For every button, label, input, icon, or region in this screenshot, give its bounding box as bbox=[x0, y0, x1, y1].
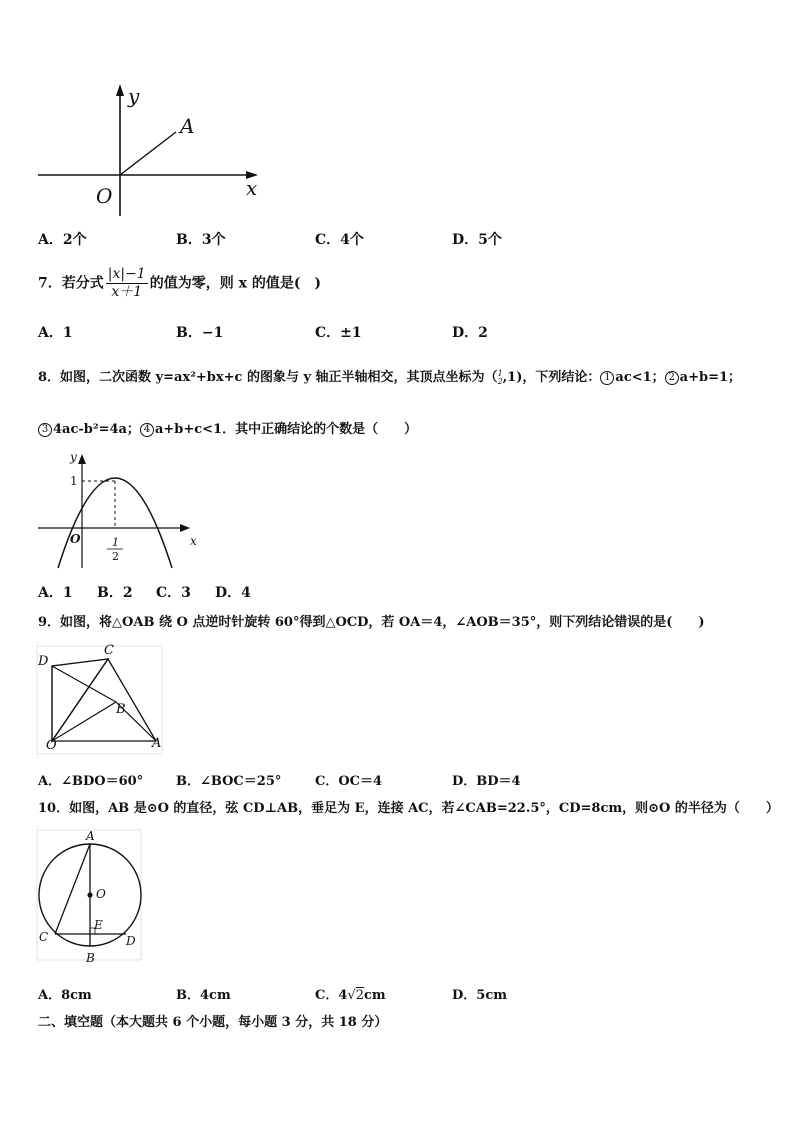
q7-suffix: 的值为零，则 x 的值是( ) bbox=[149, 275, 322, 292]
q8-option-b[interactable]: B．2 bbox=[97, 585, 133, 601]
q6-point-a-label: A bbox=[180, 114, 195, 138]
q8-option-a[interactable]: A．1 bbox=[38, 585, 73, 601]
q8-option-c[interactable]: C．3 bbox=[156, 585, 191, 601]
q7-option-d[interactable]: D．2 bbox=[452, 325, 488, 341]
q8-x-axis-label: x bbox=[190, 534, 197, 548]
q8-statement-1: ac<1； bbox=[615, 370, 665, 385]
q10-option-b[interactable]: B．4cm bbox=[176, 988, 231, 1003]
q6-origin-label: O bbox=[96, 184, 113, 208]
section-2-heading: 二、填空题（本大题共 6 个小题，每小题 3 分，共 18 分） bbox=[38, 1015, 388, 1030]
q9-option-c[interactable]: C．OC＝4 bbox=[315, 774, 383, 789]
q8-origin-label: O bbox=[70, 532, 81, 546]
q8-statement-3: 4ac-b²=4a； bbox=[53, 422, 140, 437]
q10-label-e: E bbox=[94, 918, 103, 932]
q9-option-b[interactable]: B．∠BOC＝25° bbox=[176, 774, 282, 789]
q8-circled-4: 4 bbox=[140, 423, 154, 437]
q10-option-c[interactable] bbox=[315, 984, 386, 1003]
q8-y-one-label: 1 bbox=[70, 474, 78, 488]
q8-half-den-label: 2 bbox=[112, 550, 119, 563]
q10-question: 10．如图，AB 是⊙O 的直径，弦 CD⊥AB，垂足为 E，连接 AC，若∠CAB=22.5°，CD=8cm，则⊙O 的半径为（ ） bbox=[38, 801, 779, 816]
q10-option-d[interactable]: D．5cm bbox=[452, 988, 507, 1003]
q8-circled-3: 3 bbox=[38, 423, 52, 437]
q8-line1-mid: ,1)，下列结论： bbox=[502, 370, 601, 385]
q6-option-b[interactable]: B．3个 bbox=[176, 232, 226, 248]
q9-option-a[interactable]: A．∠BDO＝60° bbox=[38, 774, 144, 789]
q7-numerator: |x|−1 bbox=[107, 266, 146, 282]
q7-option-c[interactable]: C．±1 bbox=[315, 325, 362, 341]
q10-label-o: O bbox=[96, 887, 106, 901]
q6-y-axis-label: y bbox=[128, 84, 140, 108]
q10-option-c-label: C．4 bbox=[315, 988, 348, 1003]
q10-option-c-unit: cm bbox=[363, 988, 386, 1003]
q8-y-axis-label: y bbox=[70, 450, 77, 464]
q10-label-c: C bbox=[39, 930, 49, 944]
q9-label-a: A bbox=[152, 736, 162, 751]
q9-label-o: O bbox=[46, 738, 57, 753]
sqrt-icon: √ bbox=[347, 988, 356, 1003]
q9-label-b: B bbox=[116, 702, 126, 717]
q10-option-c-radicand: 2 bbox=[355, 988, 364, 1003]
q9-question: 9．如图，将△OAB 绕 O 点逆时针旋转 60°得到△OCD，若 OA＝4，∠AOB＝35°，则下列结论错误的是( ) bbox=[38, 615, 705, 630]
q6-option-d[interactable]: D．5个 bbox=[452, 232, 502, 248]
q10-label-b: B bbox=[86, 951, 95, 965]
q8-circled-2: 2 bbox=[665, 371, 679, 385]
q10-label-d: D bbox=[126, 934, 136, 948]
q8-statement-4: a+b+c<1．其中正确结论的个数是（ ） bbox=[154, 422, 418, 437]
q9-option-d[interactable]: D．BD＝4 bbox=[452, 774, 521, 789]
q6-option-a[interactable]: A．2个 bbox=[38, 232, 87, 248]
q8-circled-1: 1 bbox=[600, 371, 614, 385]
q8-half-num-label: 1 bbox=[112, 536, 119, 549]
q7-option-b[interactable]: B．−1 bbox=[176, 325, 224, 341]
q6-x-axis-label: x bbox=[246, 176, 258, 200]
q8-vertex-num: 1 bbox=[497, 368, 503, 378]
q8-option-d[interactable]: D．4 bbox=[215, 585, 251, 601]
q7-option-a[interactable]: A．1 bbox=[38, 325, 73, 341]
q8-vertex-den: 2 bbox=[497, 376, 503, 386]
q7-prefix: 7．若分式 bbox=[38, 275, 104, 292]
q7-denominator: x＋1 bbox=[111, 284, 143, 300]
q9-label-c: C bbox=[104, 643, 114, 658]
q10-label-a: A bbox=[86, 829, 95, 843]
q10-option-a[interactable]: A．8cm bbox=[38, 988, 92, 1003]
q6-option-c[interactable]: C．4个 bbox=[315, 232, 364, 248]
q8-statement-2: a+b=1； bbox=[679, 370, 742, 385]
q9-label-d: D bbox=[38, 654, 49, 669]
q8-line1-prefix: 8．如图，二次函数 y=ax²+bx+c 的图象与 y 轴正半轴相交，其顶点坐标为（ bbox=[38, 370, 498, 385]
